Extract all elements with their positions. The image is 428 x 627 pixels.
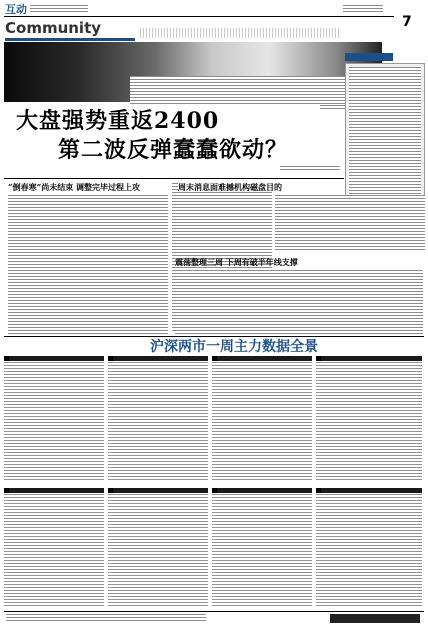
hero-caption-text [130, 76, 380, 104]
data-table [316, 362, 422, 482]
data-table [212, 362, 312, 482]
article-1-text [8, 195, 168, 310]
headline-byline [280, 166, 340, 170]
page-number: 7 [402, 14, 412, 30]
section-stripes [140, 28, 340, 38]
masthead-rule [4, 16, 394, 17]
data-table [108, 362, 208, 482]
data-table [108, 494, 208, 606]
data-table [316, 494, 422, 606]
headline-rule [4, 178, 344, 179]
masthead-title-block [343, 5, 383, 12]
section-title: Community [5, 19, 102, 37]
table-header [108, 488, 208, 493]
section-title-bar [5, 38, 135, 41]
article-2-text [275, 195, 425, 250]
article-3-title: 震荡整理三周 下周有破半年线支撑 [175, 257, 298, 267]
table-header [316, 488, 422, 493]
table-header [212, 356, 312, 361]
table-header [212, 488, 312, 493]
table-header [316, 356, 422, 361]
bottom-section-rule [4, 336, 424, 337]
table-header [4, 488, 104, 493]
footer-badge [330, 614, 420, 623]
data-table [212, 494, 312, 606]
article-2-title: 周末消息面难撼机构磁盘目的 [178, 182, 282, 192]
bottom-banner-title: 沪深两市一周主力数据全景 [150, 339, 318, 355]
section-logo: 互动 [5, 3, 27, 16]
article-3-text [175, 270, 423, 334]
headline-sub: 第二波反弹蠢蠢欲动？ [58, 137, 289, 163]
table-header [108, 356, 208, 361]
sidebar-header [345, 53, 393, 61]
article-1-title: “倒春寒”尚未结束 调整完毕过程上攻 [8, 182, 140, 192]
footer-note [6, 614, 206, 622]
data-table [4, 362, 104, 482]
article-1-text-cont [8, 312, 168, 334]
footer-rule [4, 611, 424, 612]
data-table [4, 494, 104, 606]
table-header [4, 356, 104, 361]
headline-main: 大盘强势重返2400 [16, 108, 220, 134]
masthead-date-block [30, 5, 88, 12]
